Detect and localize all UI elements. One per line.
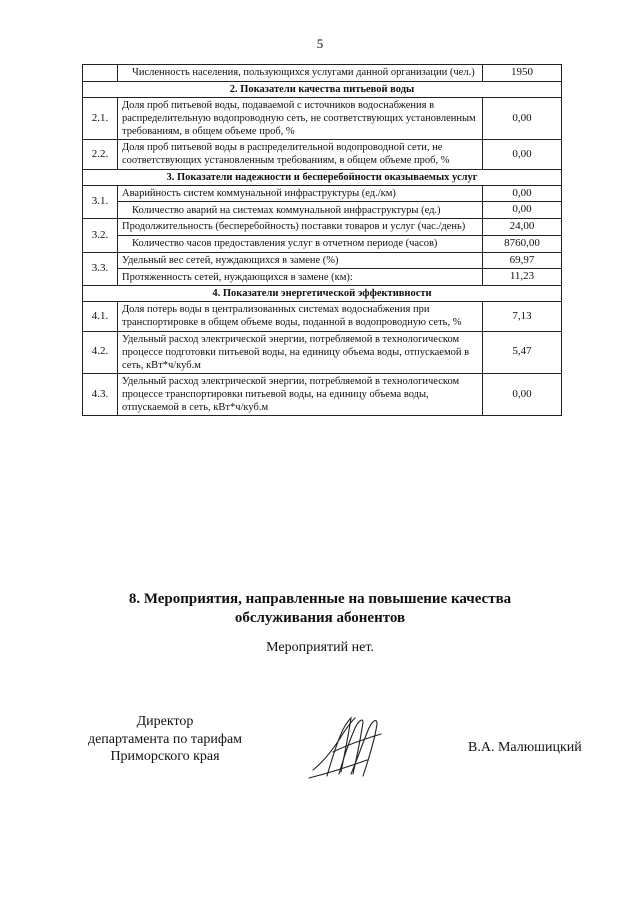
indicator-description: Удельный расход электрической энергии, потребляемой в технологическом процессе подготовки питьевой воды, на единицу объема воды, отпускаемой в сеть, кВт*ч/куб.м [118,331,483,373]
no-measures-text: Мероприятий нет. [266,640,374,655]
row-number: 3.3. [83,252,118,286]
table-row [83,302,562,331]
section-title: 2. Показатели качества питьевой воды [83,81,562,97]
row-number [83,65,118,82]
indicator-value: 0,00 [483,97,562,139]
indicator-description: Аварийность систем коммунальной инфраструктуры (ед./км) [118,185,483,202]
indicator-value: 24,00 [483,219,562,236]
indicator-description: Доля проб питьевой воды в распределительной водопроводной сети, не соответствующих установленным требованиям, в общем объеме проб, % [118,140,483,169]
indicator-value: 5,47 [483,331,562,373]
table-row [83,219,562,236]
indicator-description: Удельный расход электрической энергии, потребляемой в технологическом процессе транспортировки питьевой воды, на единицу объема воды, отпускаемой в сеть, кВт*ч/куб.м [118,373,483,415]
table-section-row [83,169,562,185]
handwritten-signature [305,712,395,784]
indicator-value: 0,00 [483,140,562,169]
indicator-value: 0,00 [483,373,562,415]
indicator-description: Доля потерь воды в централизованных системах водоснабжения при транспортировке в общем объеме воды, поданной в водопроводную сеть, % [118,302,483,331]
section-8-heading-line2: обслуживания абонентов [234,609,406,626]
row-number: 2.1. [83,97,118,139]
section-title: 3. Показатели надежности и бесперебойности оказываемых услуг [83,169,562,185]
row-number: 4.3. [83,373,118,415]
signer-title-line2: департамента по тарифам [87,731,243,747]
indicator-value: 7,13 [483,302,562,331]
table-row [83,97,562,139]
section-8-heading [0,590,640,628]
indicator-description: Численность населения, пользующихся услугами данной организации (чел.) [118,65,483,82]
indicator-value: 0,00 [483,202,562,219]
table-row [83,185,562,202]
indicator-description: Количество аварий на системах коммунальной инфраструктуры (ед.) [118,202,483,219]
table-row [83,202,562,219]
table-row [83,140,562,169]
indicator-value: 0,00 [483,185,562,202]
indicator-description: Количество часов предоставления услуг в отчетном периоде (часов) [118,235,483,252]
row-number: 3.2. [83,219,118,253]
signer-title [70,713,260,766]
section-title: 4. Показатели энергетической эффективности [83,286,562,302]
table-row [83,252,562,269]
row-number: 4.1. [83,302,118,331]
indicator-value: 8760,00 [483,235,562,252]
signer-title-line1: Директор [136,714,194,729]
row-number: 3.1. [83,185,118,219]
table-row [83,269,562,286]
table-section-row [83,286,562,302]
indicators-table [82,64,562,416]
signer-title-line3: Приморского края [110,749,220,764]
indicator-description: Доля проб питьевой воды, подаваемой с источников водоснабжения в распределительную водопроводную сеть, не соответствующих установленным требованиям, в общем объеме проб, % [118,97,483,139]
indicator-value: 1950 [483,65,562,82]
table-row [83,373,562,415]
table-row [83,331,562,373]
table-section-row [83,81,562,97]
table-row [83,235,562,252]
indicator-description: Удельный вес сетей, нуждающихся в замене (%) [118,252,483,269]
row-number: 2.2. [83,140,118,169]
indicator-value: 11,23 [483,269,562,286]
indicator-description: Протяженность сетей, нуждающихся в замене (км): [118,269,483,286]
indicator-value: 69,97 [483,252,562,269]
table-row [83,65,562,82]
indicator-description: Продолжительность (бесперебойность) поставки товаров и услуг (час./день) [118,219,483,236]
row-number: 4.2. [83,331,118,373]
signer-name: В.А. Малюшицкий [468,740,582,755]
section-8-heading-line1: 8. Мероприятия, направленные на повышение качества [128,591,512,607]
page-number: 5 [316,36,324,51]
